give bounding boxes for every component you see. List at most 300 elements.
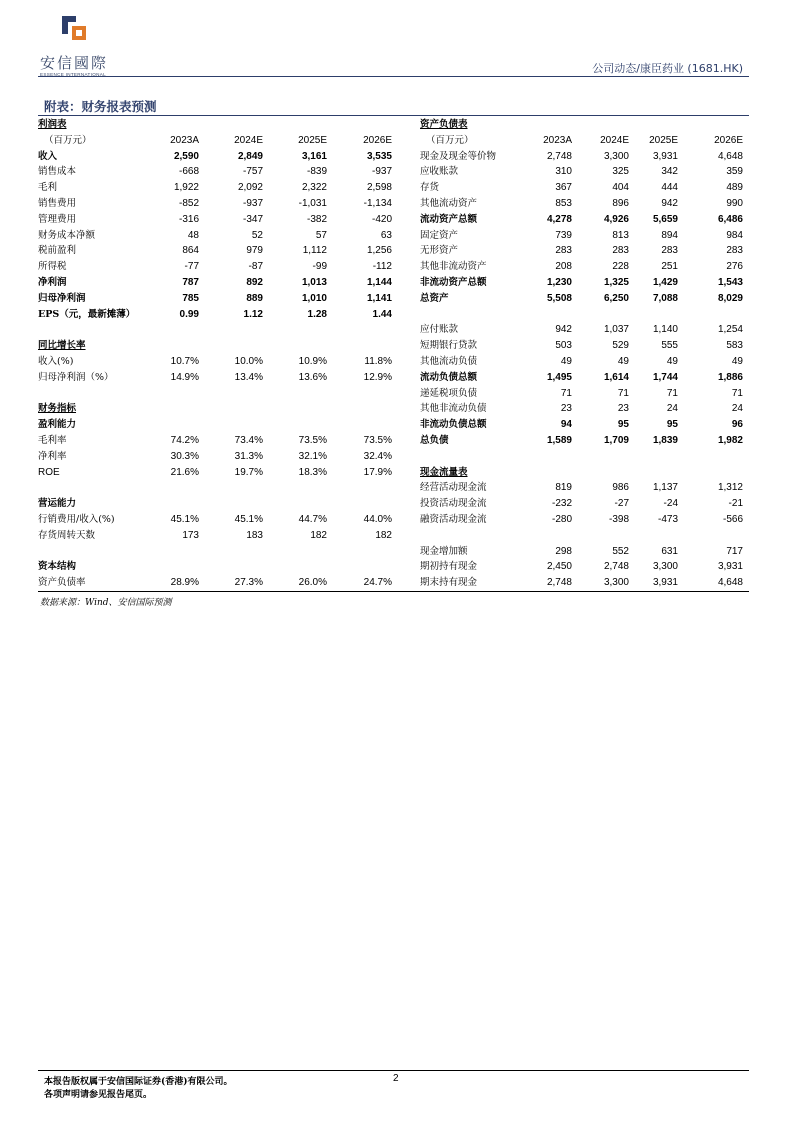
row-label: 资本结构 (38, 561, 77, 573)
cell-value: 49 (731, 355, 743, 367)
cell-value: 6,250 (603, 292, 629, 304)
table-row (420, 433, 745, 449)
row-label: 毛利率 (38, 434, 67, 446)
row-label: 期初持有现金 (420, 561, 478, 573)
table-row (38, 528, 394, 544)
cell-value: 73.5% (298, 434, 327, 446)
cell-value: -757 (242, 166, 263, 178)
row-label: 其他流动资产 (420, 197, 478, 209)
cell-value: 28.9% (170, 577, 199, 589)
cell-value: 5,659 (652, 213, 678, 225)
row-label: 流动负债总额 (420, 371, 478, 383)
cell-value: 342 (661, 166, 678, 178)
cell-value: 4,278 (546, 213, 572, 225)
row-label: 税前盈利 (38, 245, 77, 257)
cell-value: 1,709 (603, 434, 629, 446)
cell-value: 896 (612, 197, 629, 209)
table-row (420, 354, 745, 370)
cell-value: 2024E (234, 134, 263, 146)
row-label: 应收账款 (420, 166, 459, 178)
cell-value: 23 (617, 403, 629, 415)
cell-value: 813 (612, 229, 629, 241)
cell-value: -24 (663, 498, 678, 510)
cell-value: 45.1% (170, 513, 199, 525)
row-label: 短期银行贷款 (420, 340, 478, 352)
cell-value: 30.3% (170, 450, 199, 462)
row-label: 销售成本 (38, 166, 77, 178)
cell-value: -398 (608, 513, 629, 525)
row-label: 经营活动现金流 (420, 482, 487, 494)
cell-value: 18.3% (298, 466, 327, 478)
cell-value: 503 (555, 340, 572, 352)
table-row (420, 496, 745, 512)
table-row (38, 370, 394, 386)
cell-value: 23 (560, 403, 572, 415)
cell-value: 5,508 (546, 292, 572, 304)
row-label: 资产负债表 (420, 119, 468, 130)
cell-value: 2024E (600, 134, 629, 146)
cell-value: 32.1% (298, 450, 327, 462)
cell-value: -473 (657, 513, 678, 525)
row-label: 现金及现金等价物 (420, 150, 497, 162)
cell-value: 2023A (543, 134, 572, 146)
row-label: 无形资产 (420, 245, 459, 257)
cell-value: 73.4% (234, 434, 263, 446)
cell-value: 325 (612, 166, 629, 178)
row-label: （百万元） (426, 134, 474, 146)
cell-value: -852 (178, 197, 199, 209)
cell-value: 2026E (363, 134, 392, 146)
table-row (420, 164, 745, 180)
table-row (420, 417, 745, 433)
row-label: EPS（元，最新摊薄） (38, 308, 136, 320)
cell-value: 3,931 (717, 561, 743, 573)
cell-value: 27.3% (234, 577, 263, 589)
cell-value: 942 (555, 324, 572, 336)
cell-value: -937 (242, 197, 263, 209)
table-row (38, 354, 394, 370)
table-row (420, 275, 745, 291)
cell-value: 49 (617, 355, 629, 367)
logo-name-en: ESSENCE INTERNATIONAL (40, 72, 106, 77)
table-row (420, 338, 745, 354)
cell-value: 283 (612, 245, 629, 257)
cell-value: 739 (555, 229, 572, 241)
appendix-divider (38, 115, 749, 116)
table-row (420, 196, 745, 212)
cell-value: 717 (726, 545, 743, 557)
table-row (38, 117, 394, 133)
cell-value: 444 (661, 182, 678, 194)
cell-value: 1.44 (372, 308, 392, 320)
cell-value: 1,614 (603, 371, 629, 383)
table-row (420, 322, 745, 338)
row-label: 存货周转天数 (38, 529, 96, 541)
cell-value: 7,088 (652, 292, 678, 304)
row-label: 净利润 (38, 276, 67, 288)
table-row (38, 243, 394, 259)
cell-value: 1,312 (717, 482, 743, 494)
cell-value: 49 (666, 355, 678, 367)
row-label: 非流动资产总额 (420, 276, 487, 288)
cell-value: 2,322 (301, 182, 327, 194)
row-label: 同比增长率 (38, 340, 86, 352)
cell-value: 44.0% (363, 513, 392, 525)
cell-value: 3,300 (603, 577, 629, 589)
table-row (420, 401, 745, 417)
row-label: 收入(%) (38, 355, 74, 367)
table-row (420, 575, 745, 591)
table-row (420, 243, 745, 259)
table-row (38, 401, 394, 417)
table-row (38, 465, 394, 481)
footer-copyright: 本报告版权属于安信国际证券(香港)有限公司。 (44, 1077, 233, 1087)
row-label: 固定资产 (420, 229, 459, 241)
row-label: 盈利能力 (38, 419, 77, 431)
cell-value: 13.4% (234, 371, 263, 383)
cell-value: 1.28 (307, 308, 327, 320)
cell-value: 2023A (170, 134, 199, 146)
cell-value: 228 (612, 261, 629, 273)
row-label: 投资活动现金流 (420, 498, 487, 510)
cell-value: 1,013 (301, 276, 327, 288)
row-label: 管理费用 (38, 213, 77, 225)
logo-mark-icon (60, 14, 88, 42)
cell-value: 2,092 (237, 182, 263, 194)
table-row (38, 275, 394, 291)
cell-value: 173 (182, 529, 199, 541)
row-label: 流动资产总额 (420, 213, 478, 225)
cell-value: 819 (555, 482, 572, 494)
cell-value: 44.7% (298, 513, 327, 525)
table-row (38, 575, 394, 591)
table-row (420, 386, 745, 402)
cell-value: 552 (612, 545, 629, 557)
cell-value: -937 (371, 166, 392, 178)
row-label: 财务成本净额 (38, 229, 96, 241)
cell-value: 10.7% (170, 355, 199, 367)
cell-value: 1,037 (603, 324, 629, 336)
cell-value: 864 (182, 245, 199, 257)
cell-value: 3,300 (652, 561, 678, 573)
table-row (420, 465, 745, 481)
table-row (38, 544, 394, 560)
cell-value: -77 (184, 261, 199, 273)
cell-value: -668 (178, 166, 199, 178)
cell-value: 529 (612, 340, 629, 352)
cell-value: 24.7% (363, 577, 392, 589)
row-label: 归母净利润（%） (38, 371, 114, 383)
cell-value: 12.9% (363, 371, 392, 383)
cell-value: 1,144 (366, 276, 392, 288)
table-row (38, 212, 394, 228)
cell-value: 583 (726, 340, 743, 352)
cell-value: 2,590 (173, 150, 199, 162)
cell-value: 787 (182, 276, 199, 288)
cell-value: 208 (555, 261, 572, 273)
cell-value: 2,748 (546, 150, 572, 162)
cell-value: 48 (187, 229, 199, 241)
cell-value: 11.8% (364, 355, 392, 367)
row-label: 收入 (38, 150, 58, 162)
cell-value: 74.2% (170, 434, 199, 446)
table-row (420, 117, 745, 133)
cell-value: 2025E (298, 134, 327, 146)
cell-value: 52 (251, 229, 263, 241)
table-bottom-rule (38, 591, 749, 592)
table-row (38, 386, 394, 402)
cell-value: 1,839 (652, 434, 678, 446)
cell-value: 853 (555, 197, 572, 209)
cell-value: -382 (306, 213, 327, 225)
table-row (38, 559, 394, 575)
cell-value: 45.1% (234, 513, 263, 525)
table-row (420, 449, 745, 465)
table-row (420, 512, 745, 528)
cell-value: 182 (375, 529, 392, 541)
cell-value: -27 (614, 498, 629, 510)
header-divider (38, 76, 749, 77)
table-row (38, 322, 394, 338)
cell-value: 1,141 (366, 292, 392, 304)
cell-value: 182 (310, 529, 327, 541)
table-row (420, 228, 745, 244)
cell-value: 63 (380, 229, 392, 241)
cell-value: 1,744 (652, 371, 678, 383)
cell-value: 984 (726, 229, 743, 241)
company-logo (38, 14, 118, 78)
cell-value: 95 (666, 419, 678, 431)
row-label: 期末持有现金 (420, 577, 478, 589)
row-label: 其他非流动负债 (420, 403, 487, 415)
cell-value: 1,230 (546, 276, 572, 288)
cell-value: 71 (666, 387, 678, 399)
row-label: 总资产 (420, 292, 449, 304)
cell-value: 95 (617, 419, 629, 431)
cell-value: 2,748 (603, 561, 629, 573)
balance-sheet-table (420, 117, 745, 591)
cell-value: 785 (182, 292, 199, 304)
cell-value: 1,982 (717, 434, 743, 446)
data-source-note: 数据来源：Wind、安信国际预测 (40, 598, 172, 608)
row-label: 应付账款 (420, 324, 459, 336)
cell-value: 71 (731, 387, 743, 399)
cell-value: 1.12 (243, 308, 263, 320)
cell-value: 990 (726, 197, 743, 209)
cell-value: 57 (315, 229, 327, 241)
cell-value: 4,648 (717, 577, 743, 589)
cell-value: 979 (246, 245, 263, 257)
cell-value: 19.7% (234, 466, 263, 478)
table-row (420, 133, 745, 149)
row-label: 净利率 (38, 450, 67, 462)
table-row (420, 291, 745, 307)
cell-value: 3,535 (366, 150, 392, 162)
footer-divider (38, 1070, 749, 1071)
cell-value: 1,589 (546, 434, 572, 446)
row-label: 其他非流动资产 (420, 261, 487, 273)
cell-value: 24 (666, 403, 678, 415)
cell-value: -21 (728, 498, 743, 510)
cell-value: 4,648 (717, 150, 743, 162)
table-row (38, 291, 394, 307)
cell-value: -566 (722, 513, 743, 525)
cell-value: -316 (178, 213, 199, 225)
cell-value: 1,254 (717, 324, 743, 336)
cell-value: 71 (560, 387, 572, 399)
cell-value: 183 (246, 529, 263, 541)
table-row (420, 544, 745, 560)
cell-value: 1,010 (301, 292, 327, 304)
cell-value: 32.4% (363, 450, 392, 462)
cell-value: 251 (661, 261, 678, 273)
row-label: 所得税 (38, 261, 67, 273)
cell-value: 3,300 (603, 150, 629, 162)
row-label: 总负债 (420, 434, 449, 446)
table-row (38, 480, 394, 496)
cell-value: 1,543 (717, 276, 743, 288)
cell-value: -112 (372, 261, 392, 273)
cell-value: 4,926 (603, 213, 629, 225)
cell-value: 71 (617, 387, 629, 399)
row-label: 存货 (420, 182, 440, 194)
cell-value: 631 (661, 545, 678, 557)
table-row (38, 449, 394, 465)
cell-value: 283 (726, 245, 743, 257)
cell-value: 1,429 (652, 276, 678, 288)
cell-value: 6,486 (717, 213, 743, 225)
table-row (420, 559, 745, 575)
row-label: 利润表 (38, 119, 67, 130)
cell-value: 283 (661, 245, 678, 257)
cell-value: 17.9% (363, 466, 392, 478)
cell-value: 2,450 (546, 561, 572, 573)
cell-value: 404 (612, 182, 629, 194)
table-row (38, 228, 394, 244)
cell-value: 96 (731, 419, 743, 431)
cell-value: 2025E (649, 134, 678, 146)
cell-value: 276 (726, 261, 743, 273)
row-label: 融资活动现金流 (420, 513, 487, 525)
cell-value: -347 (242, 213, 263, 225)
table-row (38, 433, 394, 449)
cell-value: 2,849 (237, 150, 263, 162)
cell-value: 1,256 (366, 245, 392, 257)
row-label: 营运能力 (38, 498, 77, 510)
table-row (420, 180, 745, 196)
table-row (420, 480, 745, 496)
cell-value: 892 (246, 276, 263, 288)
cell-value: 1,112 (302, 245, 327, 257)
table-row (420, 528, 745, 544)
table-row (420, 212, 745, 228)
cell-value: 1,325 (603, 276, 629, 288)
table-row (38, 196, 394, 212)
cell-value: -839 (306, 166, 327, 178)
cell-value: 2,748 (546, 577, 572, 589)
cell-value: 367 (555, 182, 572, 194)
page-number: 2 (393, 1073, 399, 1084)
cell-value: 0.99 (179, 308, 199, 320)
footer-disclaimer: 各项声明请参见报告尾页。 (44, 1090, 153, 1100)
cell-value: 283 (555, 245, 572, 257)
appendix-title: 附表：财务报表预测 (44, 99, 157, 114)
cell-value: 3,161 (301, 150, 327, 162)
table-row (420, 307, 745, 323)
row-label: 现金流量表 (420, 466, 468, 478)
cell-value: 3,931 (652, 150, 678, 162)
cell-value: 889 (246, 292, 263, 304)
cell-value: -1,031 (298, 197, 327, 209)
table-row (420, 370, 745, 386)
cell-value: 2,598 (366, 182, 392, 194)
cell-value: 1,140 (652, 324, 678, 336)
table-row (38, 149, 394, 165)
table-row (38, 180, 394, 196)
cell-value: -99 (312, 261, 327, 273)
cell-value: 21.6% (170, 466, 199, 478)
cell-value: 986 (612, 482, 629, 494)
table-row (38, 164, 394, 180)
cell-value: 24 (731, 403, 743, 415)
cell-value: 942 (661, 197, 678, 209)
cell-value: 31.3% (234, 450, 263, 462)
cell-value: 94 (560, 419, 572, 431)
income-statement-table (38, 117, 394, 591)
cell-value: 73.5% (363, 434, 392, 446)
table-row (420, 149, 745, 165)
cell-value: -280 (551, 513, 572, 525)
cell-value: 14.9% (170, 371, 199, 383)
row-label: 毛利 (38, 182, 58, 194)
cell-value: 10.9% (298, 355, 327, 367)
cell-value: 1,495 (546, 371, 572, 383)
row-label: 归母净利润 (38, 292, 86, 304)
table-row (38, 512, 394, 528)
header-report-tag: 公司动态/康臣药业 (1681.HK) (592, 62, 743, 75)
table-row (38, 417, 394, 433)
row-label: 递延税项负债 (420, 387, 478, 399)
row-label: 行销费用/收入(%) (38, 513, 115, 525)
table-row (38, 338, 394, 354)
cell-value: 310 (555, 166, 572, 178)
row-label: ROE (38, 466, 60, 478)
row-label: 其他流动负债 (420, 355, 478, 367)
cell-value: -232 (551, 498, 572, 510)
cell-value: 2026E (714, 134, 743, 146)
cell-value: -420 (371, 213, 392, 225)
cell-value: 1,137 (652, 482, 678, 494)
cell-value: 8,029 (717, 292, 743, 304)
cell-value: 10.0% (234, 355, 263, 367)
table-row (38, 496, 394, 512)
row-label: 非流动负债总额 (420, 419, 487, 431)
cell-value: 489 (726, 182, 743, 194)
cell-value: 1,886 (717, 371, 743, 383)
row-label: 销售费用 (38, 197, 77, 209)
row-label: （百万元） (44, 134, 92, 146)
cell-value: 894 (661, 229, 678, 241)
cell-value: 298 (555, 545, 572, 557)
cell-value: 26.0% (298, 577, 327, 589)
cell-value: 359 (726, 166, 743, 178)
row-label: 财务指标 (38, 403, 77, 415)
cell-value: 13.6% (298, 371, 327, 383)
cell-value: -87 (248, 261, 263, 273)
row-label: 资产负债率 (38, 577, 86, 589)
table-row (38, 307, 394, 323)
table-row (38, 133, 394, 149)
